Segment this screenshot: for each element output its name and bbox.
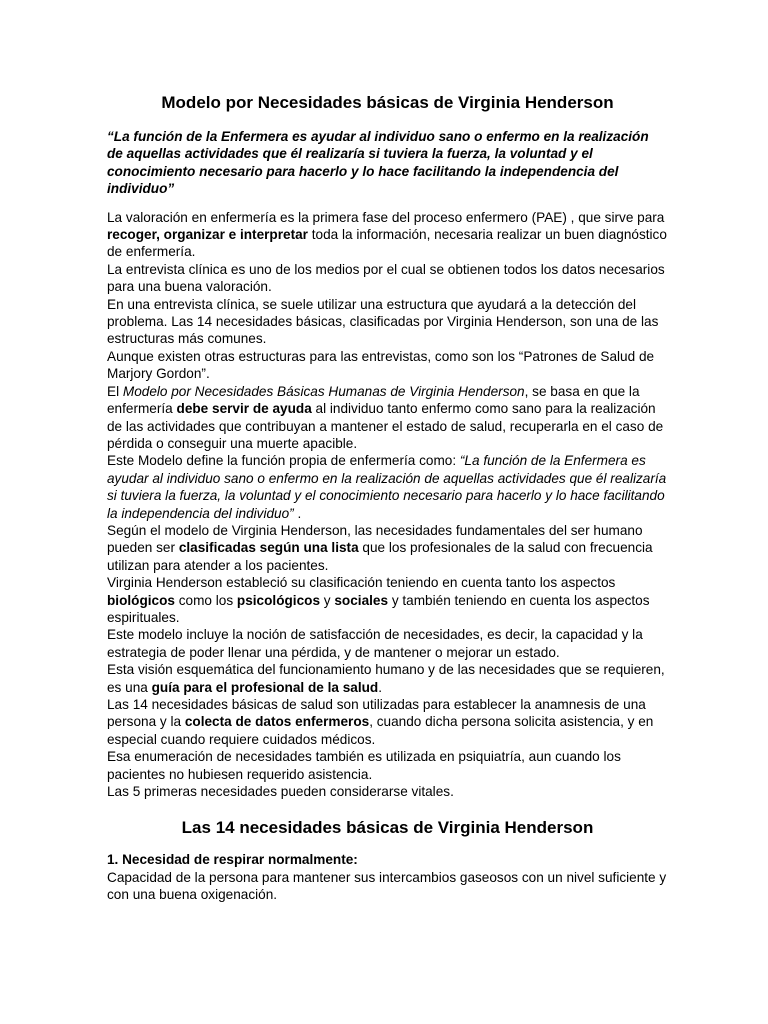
bold-text: guía para el profesional de la salud (151, 679, 379, 695)
bold-text: sociales (334, 592, 389, 608)
text-run: que los profesionales de la salud con frecuencia utilizan para atender a los pacientes. (107, 540, 653, 573)
text-run: , se basa en que la enfermería (107, 383, 640, 417)
text-run: al individuo tanto enfermo como sano para la realización de las actividades que contribuyan a mantener el estado de salud, recuperarla en el caso de pérdida o conseguir una muerte apacible. (107, 401, 664, 451)
paragraph-funcion (107, 452, 668, 522)
text-run: como los (174, 592, 237, 608)
paragraph-valoracion (107, 209, 668, 261)
text-run: toda la información, necesaria realizar un buen diagnóstico de enfermería. (107, 227, 667, 260)
henderson-quote: “La función de la Enfermera es ayudar al individuo sano o enfermo en la realización de aquellas actividades que él realizaría si tuviera la fuerza, la voluntad y el conocimiento necesario para hacerlo y lo hace facilitando la independencia del individuo” (107, 129, 649, 197)
text-run: La valoración en enfermería es la primera fase del proceso enfermero (PAE) , que sirve para (107, 209, 665, 225)
text-run: y (320, 592, 335, 608)
bold-text: debe servir de ayuda (176, 401, 312, 417)
italic-text: “La función de la Enfermera es ayudar al individuo sano o enfermo en la realización de aquellas actividades que él realizaría si tuviera la fuerza, la voluntad y el conocimiento necesario para hacerlo y lo hace facilitando la independencia del individuo” (107, 453, 667, 521)
section-title: Las 14 necesidades básicas de Virginia Henderson (181, 818, 594, 838)
paragraph-modelo (107, 383, 668, 453)
bold-text: recoger, organizar e interpretar (107, 227, 308, 243)
paragraph-psiquiatria: Esa enumeración de necesidades también es utilizada en psiquiatría, aun cuando los pacientes no hubiesen requerido asistencia. (107, 749, 621, 782)
bold-text: colecta de datos enfermeros (184, 714, 370, 730)
text-run: El (107, 383, 123, 399)
text-run: . (378, 679, 383, 695)
paragraph-patrones: Aunque existen otras estructuras para las entrevistas, como son los “Patrones de Salud de Marjory Gordon”. (107, 348, 655, 382)
bold-text: clasificadas según una lista (178, 540, 359, 556)
paragraph-clasificadas (107, 522, 668, 574)
bold-text: psicológicos (236, 592, 321, 608)
paragraph-vision (107, 661, 668, 696)
text-run: Virginia Henderson estableció su clasificación teniendo en cuenta tanto los aspectos (107, 575, 616, 591)
need-1-text: Capacidad de la persona para mantener sus intercambios gaseosos con un nivel suficiente y con una buena oxigenación. (107, 869, 667, 903)
paragraph-satisfaccion: Este modelo incluye la noción de satisfacción de necesidades, es decir, la capacidad y la estrategia de poder llenar una pérdida, y de mantener o mejorar un estado. (107, 627, 643, 660)
bold-text: biológicos (107, 592, 175, 608)
paragraph-entrevista: La entrevista clínica es uno de los medios por el cual se obtienen todos los datos necesarios para una buena valoración. (107, 261, 665, 295)
text-run: Esta visión esquemática del funcionamiento humano y de las necesidades que se requieren, es una (107, 662, 665, 695)
need-1-heading: 1. Necesidad de respirar normalmente: (107, 852, 358, 868)
text-run: . (293, 505, 302, 521)
paragraph-aspectos (107, 574, 668, 626)
text-run: y también teniendo en cuenta los aspectos espirituales. (107, 592, 650, 625)
text-run: Según el modelo de Virginia Henderson, las necesidades fundamentales del ser humano pueden ser (107, 522, 643, 556)
text-run: Este Modelo define la función propia de enfermería como: (107, 453, 460, 469)
italic-text: Modelo por Necesidades Básicas Humanas de Virginia Henderson (122, 383, 525, 399)
paragraph-estructura: En una entrevista clínica, se suele utilizar una estructura que ayudará a la detección del problema. Las 14 necesidades básicas, clasificadas por Virginia Henderson, son una de las estructuras más comunes. (107, 296, 659, 347)
paragraph-vitales: Las 5 primeras necesidades pueden considerarse vitales. (107, 784, 454, 800)
text-run: , cuando dicha persona solicita asistencia, y en especial cuando requiere cuidados médicos. (107, 714, 654, 747)
paragraph-anamnesis (107, 696, 668, 748)
document-title: Modelo por Necesidades básicas de Virginia Henderson (161, 93, 614, 112)
text-run: Las 14 necesidades básicas de salud son utilizadas para establecer la anamnesis de una persona y la (107, 697, 646, 730)
